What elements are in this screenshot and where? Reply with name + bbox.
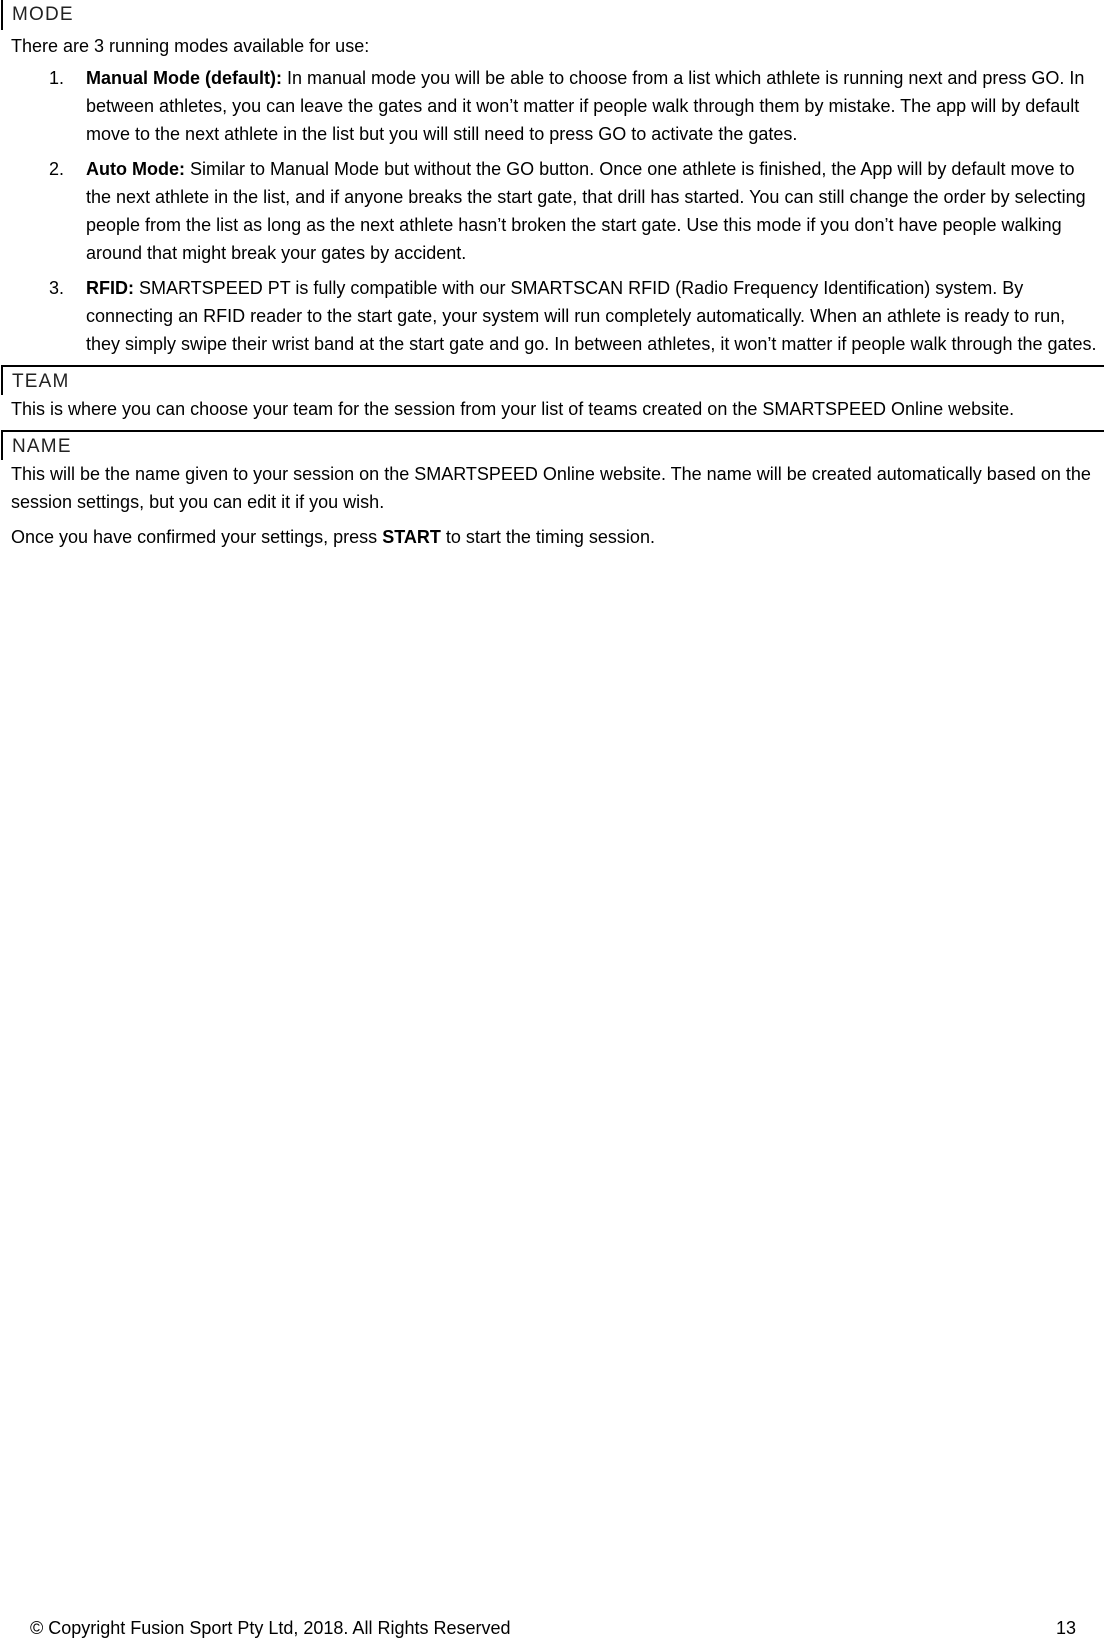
list-item bbox=[0, 64, 1101, 148]
closing-text-before: Once you have confirmed your settings, press bbox=[11, 527, 383, 547]
section-heading-name: NAME bbox=[1, 430, 1104, 460]
list-item-text: In manual mode you will be able to choose from a list which athlete is running next and press GO. In between athletes, you can leave the gates and it won’t matter if people walk through them by mistake. The app will by default move to the next athlete in the list but you will still need to press GO to activate the gates. bbox=[86, 68, 1085, 144]
mode-list bbox=[0, 64, 1104, 358]
list-item-title: Manual Mode (default): bbox=[86, 68, 282, 88]
list-item-number: 3. bbox=[49, 278, 65, 298]
name-description: This will be the name given to your session on the SMARTSPEED Online website. The name will be created automatically based on the session settings, but you can edit it if you wish. bbox=[11, 464, 1091, 512]
section-heading-team: TEAM bbox=[1, 365, 1104, 395]
page-number: 13 bbox=[1055, 1618, 1076, 1638]
team-description: This is where you can choose your team for the session from your list of teams created on the SMARTSPEED Online website. bbox=[11, 399, 1015, 419]
list-item-title: Auto Mode: bbox=[86, 159, 185, 179]
copyright-notice: © Copyright Fusion Sport Pty Ltd, 2018. All Rights Reserved bbox=[30, 1618, 511, 1638]
list-item-text: SMARTSPEED PT is fully compatible with our SMARTSCAN RFID (Radio Frequency Identification) system. By connecting an RFID reader to the start gate, your system will run completely automatically. When an athlete is ready to run, they simply swipe their wrist band at the start gate and go. In between athletes, it won’t matter if people walk through the gates. bbox=[86, 278, 1097, 354]
list-item-number: 1. bbox=[49, 68, 65, 88]
mode-intro: There are 3 running modes available for use: bbox=[11, 36, 370, 56]
list-item-number: 2. bbox=[49, 159, 65, 179]
closing-text-after: to start the timing session. bbox=[440, 527, 655, 547]
section-heading-mode: MODE bbox=[1, 0, 1104, 30]
list-item bbox=[0, 155, 1101, 267]
list-item-title: RFID: bbox=[86, 278, 134, 298]
start-keyword: START bbox=[382, 527, 441, 547]
closing-instruction bbox=[11, 523, 1096, 551]
list-item-text: Similar to Manual Mode but without the GO button. Once one athlete is finished, the App will by default move to the next athlete in the list, and if anyone breaks the start gate, that drill has started. You can still change the order by selecting people from the list as long as the next athlete hasn’t broken the start gate. Use this mode if you don’t have people walking around that might break your gates by accident. bbox=[86, 159, 1086, 263]
list-item bbox=[0, 274, 1101, 358]
